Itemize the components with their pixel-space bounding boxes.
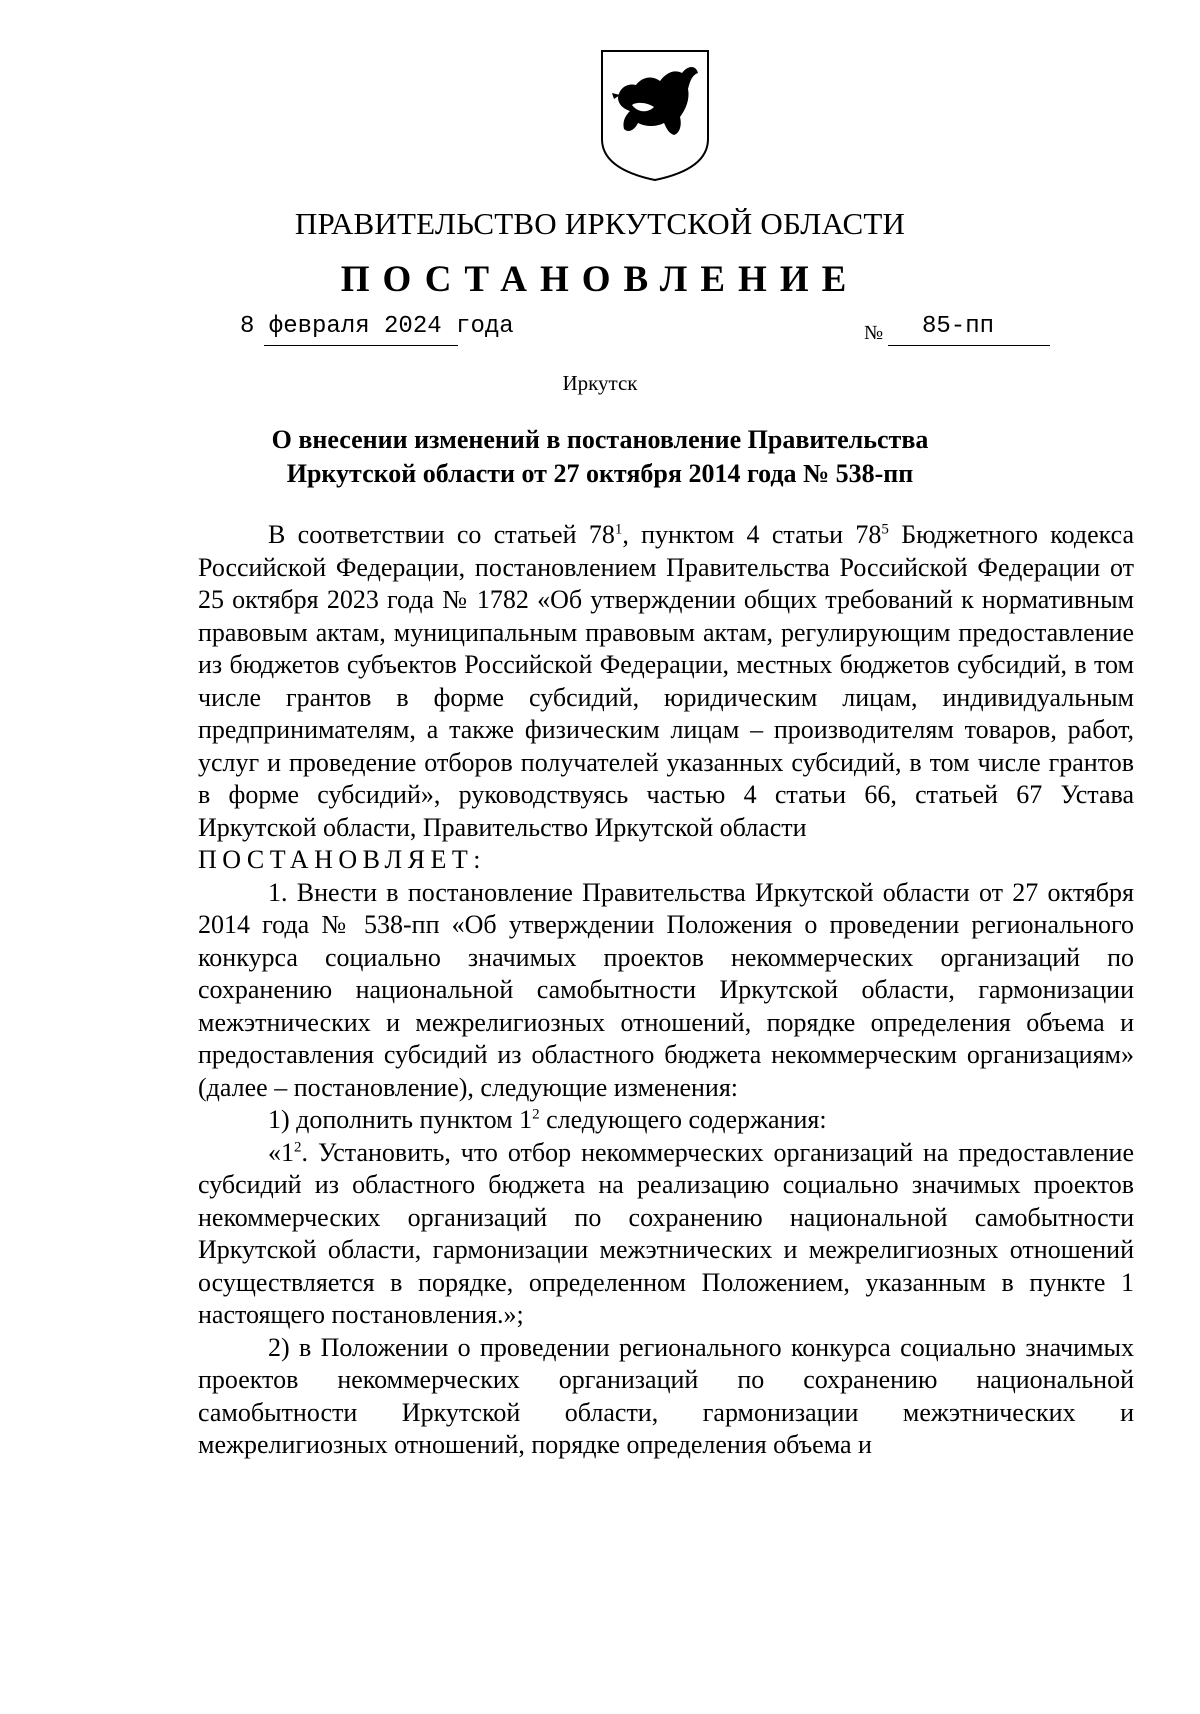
date-underline (264, 345, 458, 346)
subitem-2-paragraph: 2) в Положении о проведении регионального конкурса социально значимых проектов некоммерческих организаций по сохранению национальной самобытности Иркутской области, гармонизации межэтнических и межрелигиозных отношений, порядке определения объема и (198, 1332, 1134, 1459)
document-number: 85-пп (922, 313, 995, 340)
document-subject (250, 423, 950, 491)
document-type: ПОСТАНОВЛЕНИЕ (340, 259, 860, 300)
decree-word: ПОСТАНОВЛЯЕТ: (198, 845, 486, 874)
new-clause-text-a: «1 (268, 1137, 294, 1167)
subitem-1-superscript: 2 (532, 1106, 540, 1123)
new-clause-text-b: . Установить, что отбор некоммерческих организаций на предоставление субсидий из областного бюджета на реализацию социально значимых проектов некоммерческих организаций по сохранению национальной самобытности Иркутской области, гармонизации межэтнических и межрелигиозных отношений осуществляется в порядке, определенном Положением, указанным в пункте 1 настоящего постановления.»; (198, 1137, 1134, 1329)
subject-line-2: Иркутской области от 27 октября 2014 года № 538-пп (286, 459, 914, 488)
new-clause-paragraph (198, 1137, 1134, 1332)
subject-line-1: О внесении изменений в постановление Правительства (271, 425, 929, 454)
preamble-text-b: , пунктом 4 статьи 78 (622, 520, 882, 549)
document-body (198, 519, 1134, 1462)
subitem-1-paragraph (198, 1104, 1134, 1137)
coat-of-arms-icon (598, 47, 712, 183)
preamble-text-a: В соответствии со статьей 78 (268, 520, 615, 549)
number-sign: № (864, 322, 884, 344)
new-clause-superscript: 2 (294, 1138, 302, 1155)
government-title: ПРАВИТЕЛЬСТВО ИРКУТСКОЙ ОБЛАСТИ (294, 206, 906, 241)
preamble-text-c: Бюджетного кодекса Российской Федерации, постановлением Правительства Российской Федерации от 25 октября 2023 года № 1782 «Об утверждении общих требований к нормативным правовым актам, муниципальным правовым актам, регулирующим предоставление из бюджетов субъектов Российской Федерации, местных бюджетов субсидий, в том числе грантов в форме субсидий, юридическим лицам, индивидуальным предпринимателям, а также физическим лицам – производителям товаров, работ, услуг и проведение отборов получателей указанных субсидий, в том числе грантов в форме субсидий», руководствуясь частью 4 статьи 66, статьей 67 Устава Иркутской области, Правительство Иркутской области (198, 520, 1134, 842)
number-underline (888, 345, 1050, 346)
subitem-1-text-a: 1) дополнить пунктом 1 (268, 1105, 533, 1134)
document-city: Иркутск (562, 371, 638, 395)
preamble-paragraph (198, 519, 1134, 844)
item-1-paragraph: 1. Внести в постановление Правительства Иркутской области от 27 октября 2014 года № 538-пп «Об утверждении Положения о проведении регионального конкурса социально значимых проектов некоммерческих организаций по сохранению национальной самобытности Иркутской области, гармонизации межэтнических и межрелигиозных отношений, порядке определения объема и предоставления субсидий из областного бюджета некоммерческим организациям» (далее – постановление), следующие изменения: (198, 877, 1134, 1102)
preamble-superscript-1: 1 (614, 521, 623, 538)
preamble-superscript-2: 5 (881, 521, 889, 538)
subitem-1-text-b: следующего содержания: (539, 1105, 827, 1134)
document-date: 8 февраля 2024 года (240, 313, 514, 340)
